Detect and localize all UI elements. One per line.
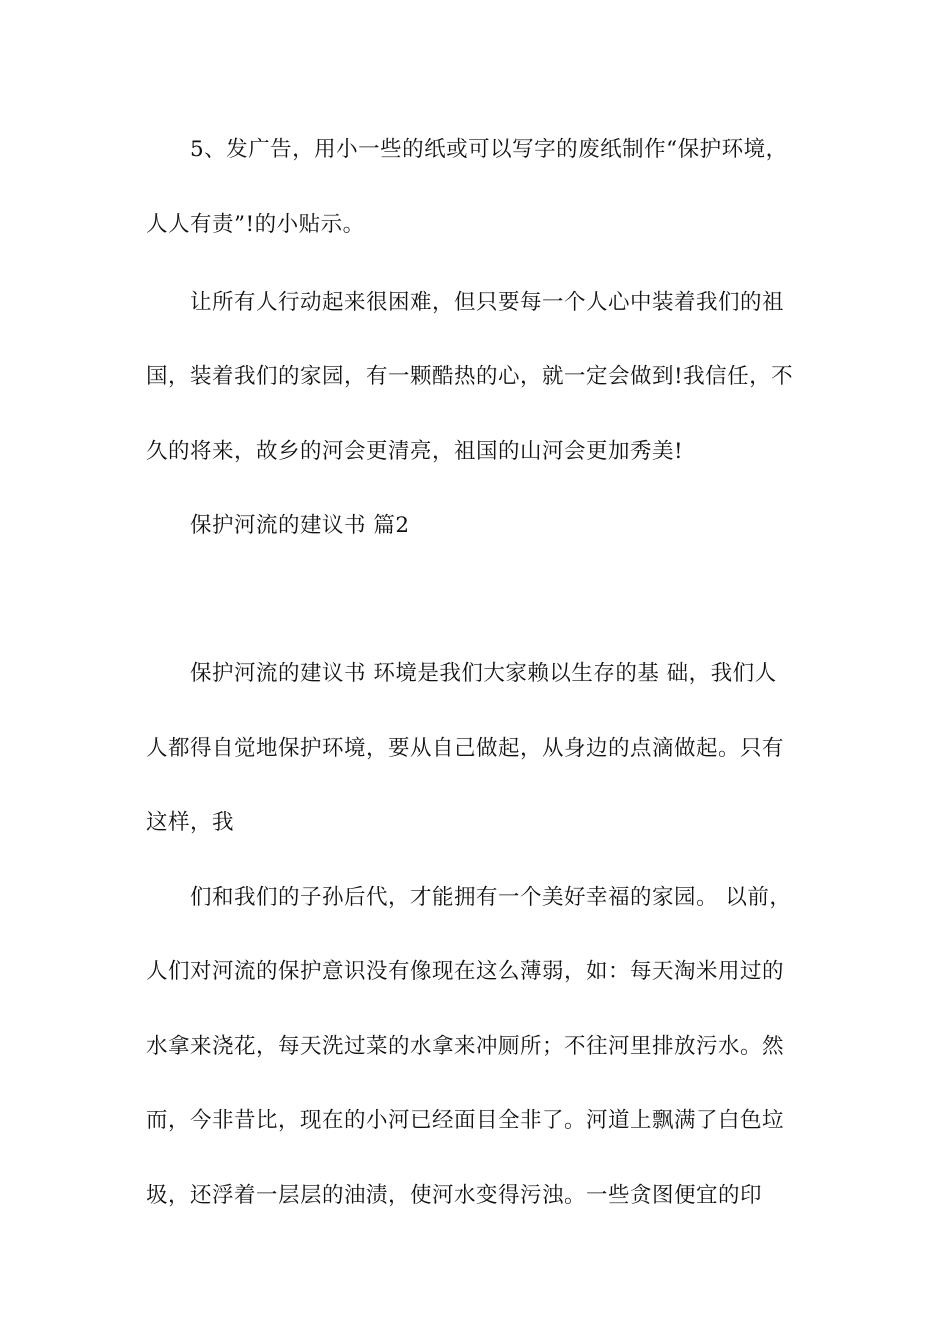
paragraph-line: 人人有责”!的小贴示。 [146, 212, 365, 237]
paragraph-line: 国，装着我们的家园，有一颗酷热的心，就一定会做到!我信任，不 [146, 364, 794, 389]
paragraph-line: 这样，我 [146, 810, 235, 835]
paragraph-line: 们和我们的子孙后代，才能拥有一个美好幸福的家园。 以前， [190, 885, 792, 910]
paragraph-line: 久的将来，故乡的河会更清亮，祖国的山河会更加秀美! [146, 439, 684, 464]
paragraph-line: 让所有人行动起来很困难，但只要每一个人心中装着我们的祖 [190, 290, 785, 315]
paragraph-line: 圾，还浮着一层层的油渍，使河水变得污浊。一些贪图便宜的印 [146, 1183, 763, 1208]
paragraph-line: 而，今非昔比，现在的小河已经面目全非了。河道上飘满了白色垃 [146, 1108, 785, 1133]
paragraph-line: 人都得自觉地保护环境，要从自己做起，从身边的点滴做起。只有 [146, 736, 785, 761]
paragraph-line: 人们对河流的保护意识没有像现在这么薄弱，如：每天淘米用过的 [146, 959, 785, 984]
paragraph-line: 5、发广告，用小一些的纸或可以写字的废纸制作“保护环境， [190, 137, 788, 162]
paragraph-line: 水拿来浇花，每天洗过菜的水拿来冲厕所；不往河里排放污水。然 [146, 1034, 785, 1059]
paragraph-line: 保护河流的建议书 环境是我们大家赖以生存的基 础，我们人 [190, 661, 777, 686]
section-heading: 保护河流的建议书 篇2 [190, 513, 410, 538]
